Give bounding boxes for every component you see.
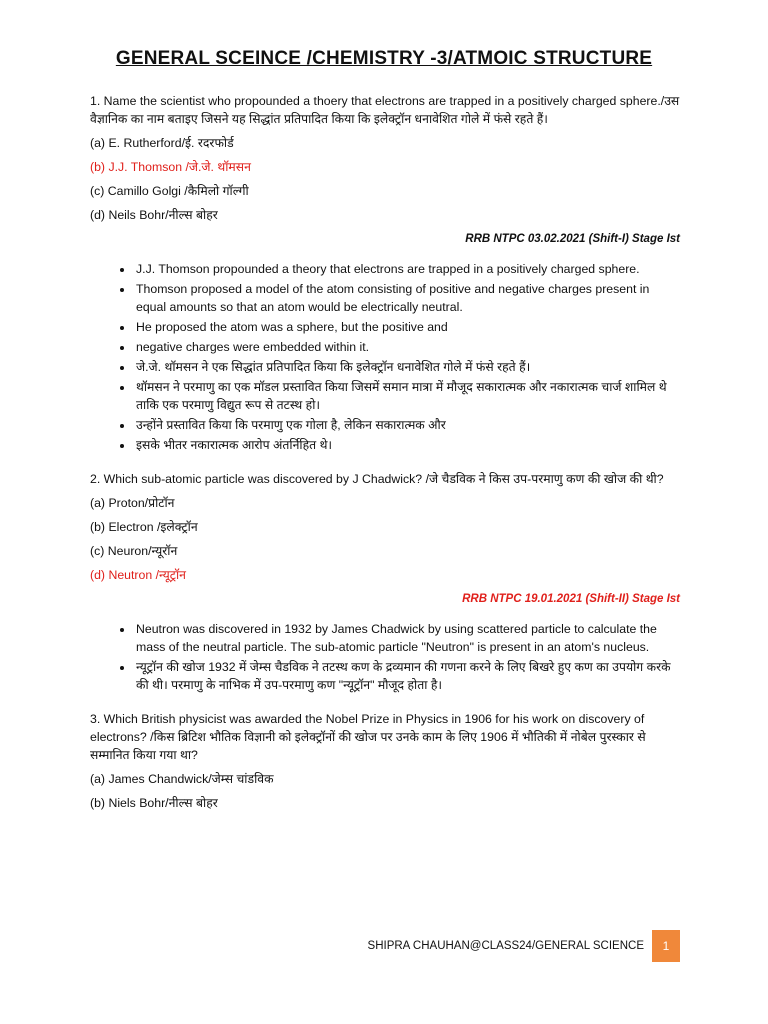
question-block	[90, 92, 680, 454]
explanation-item: • उन्होंने प्रस्तावित किया कि परमाणु एक गोला है, लेकिन सकारात्मक और	[134, 416, 680, 434]
explanation-item: • Thomson proposed a model of the atom consisting of positive and negative charges present in equal amounts so that an atom would be electrically neutral.	[134, 280, 680, 316]
explanation-item: • negative charges were embedded within it.	[134, 338, 680, 356]
exam-source: RRB NTPC 03.02.2021 (Shift-I) Stage Ist	[465, 233, 680, 245]
option-b: (b) Electron /इलेक्ट्रॉन	[90, 520, 198, 534]
footer-text: SHIPRA CHAUHAN@CLASS24/GENERAL SCIENCE	[367, 940, 644, 952]
question-text: 2. Which sub-atomic particle was discovered by J Chadwick? /जे चैडविक ने किस उप-परमाणु कण की खोज की थी?	[90, 472, 664, 486]
option-d: (d) Neils Bohr/नील्स बोहर	[90, 208, 218, 222]
option-c: (c) Neuron/न्यूरॉन	[90, 544, 178, 558]
explanation-item: • इसके भीतर नकारात्मक आरोप अंतर्निहित थे।	[134, 436, 680, 454]
exam-source: RRB NTPC 19.01.2021 (Shift-II) Stage Ist	[462, 593, 680, 605]
page-title: GENERAL SCEINCE /CHEMISTRY -3/ATMOIC STRUCTURE	[115, 48, 653, 69]
option-a: (a) E. Rutherford/ई. रदरफोर्ड	[90, 136, 234, 150]
option-c: (c) Camillo Golgi /कैमिलो गॉल्गी	[90, 184, 249, 198]
question-block	[90, 710, 680, 812]
explanation-item: • Neutron was discovered in 1932 by James Chadwick by using scattered particle to calculate the mass of the neutral particle. The sub-atomic particle "Neutron" is present in an atom's nucleus.	[134, 620, 680, 656]
question-block	[90, 470, 680, 694]
option-a: (a) James Chandwick/जेम्स चांडविक	[90, 772, 274, 786]
question-text: 1. Name the scientist who propounded a thoery that electrons are trapped in a positively charged sphere./उस वैज्ञानिक का नाम बताइए जिसने यह सिद्धांत प्रतिपादित किया कि इलेक्ट्रॉन धनावेशित गोले में फंसे रहते हैं।	[90, 94, 680, 126]
explanation-list	[90, 620, 680, 694]
explanation-item: • जे.जे. थॉमसन ने एक सिद्धांत प्रतिपादित किया कि इलेक्ट्रॉन धनावेशित गोले में फंसे रहते हैं।	[134, 358, 680, 376]
option-d-correct: (d) Neutron /न्यूट्रॉन	[90, 568, 186, 582]
option-b: (b) Niels Bohr/नील्स बोहर	[90, 796, 218, 810]
option-a: (a) Proton/प्रोटॉन	[90, 496, 175, 510]
question-list	[90, 92, 680, 812]
explanation-item: • न्यूट्रॉन की खोज 1932 में जेम्स चैडविक ने तटस्थ कण के द्रव्यमान की गणना करने के लिए बिखरे हुए कण का उपयोग करके की थी। परमाणु के नाभिक में उप-परमाणु कण "न्यूट्रॉन" मौजूद होता है।	[134, 658, 680, 694]
explanation-list	[90, 260, 680, 454]
page-number-badge: 1	[652, 930, 680, 962]
explanation-item: • थॉमसन ने परमाणु का एक मॉडल प्रस्तावित किया जिसमें समान मात्रा में मौजूद सकारात्मक और नकारात्मक चार्ज शामिल थे ताकि एक परमाणु विद्युत रूप से तटस्थ हो।	[134, 378, 680, 414]
question-text: 3. Which British physicist was awarded the Nobel Prize in Physics in 1906 for his work on discovery of electrons? /किस ब्रिटिश भौतिक विज्ञानी को इलेक्ट्रॉनों की खोज पर उनके काम के लिए 1906 में भौतिकी में नोबेल पुरस्कार से सम्मानित किया गया था?	[90, 712, 646, 762]
option-b-correct: (b) J.J. Thomson /जे.जे. थॉमसन	[90, 160, 251, 174]
explanation-item: • J.J. Thomson propounded a theory that electrons are trapped in a positively charged sphere.	[134, 260, 680, 278]
explanation-item: • He proposed the atom was a sphere, but the positive and	[134, 318, 680, 336]
page-footer	[367, 936, 680, 956]
